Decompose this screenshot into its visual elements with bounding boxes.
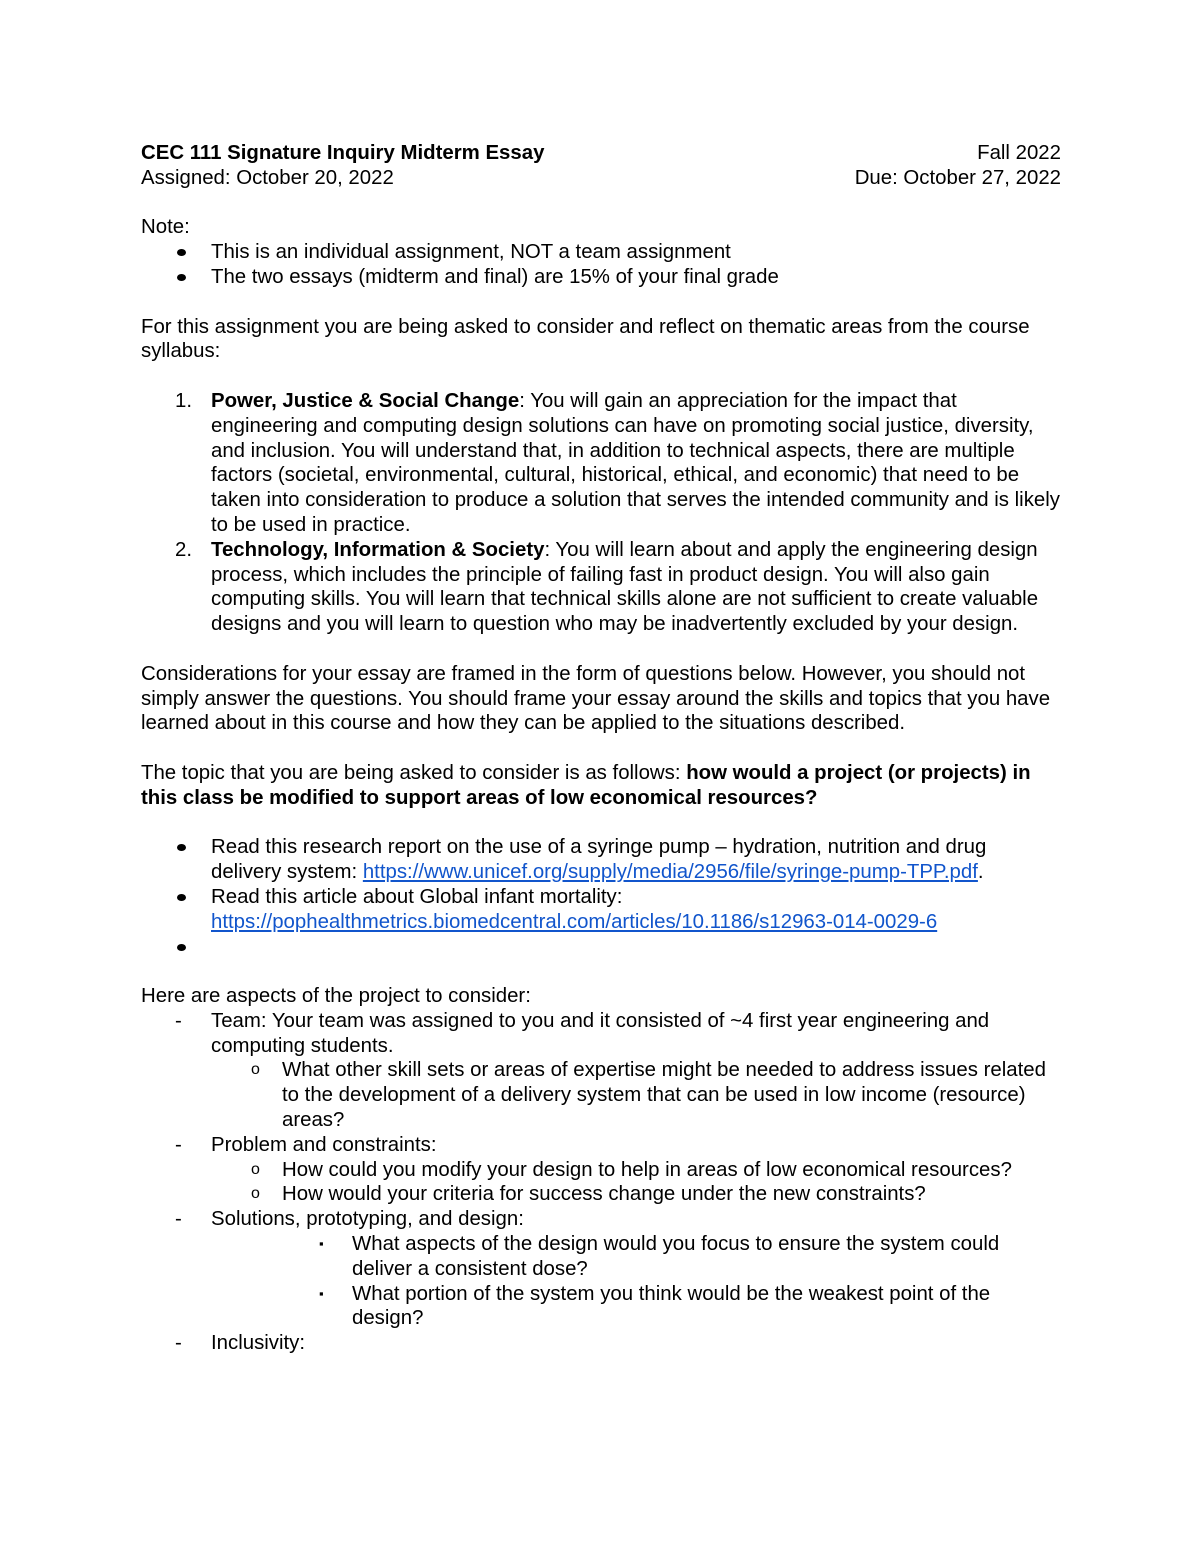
aspect-item-solutions: - Solutions, prototyping, and design: bbox=[175, 1208, 524, 1231]
reading-item: Read this article about Global infant mortality: https://pophealthmetrics.biomedcentral.com/articles/10.1186/s12963-014-0029-6 bbox=[141, 885, 1061, 935]
bullet-icon bbox=[177, 844, 186, 851]
due-date: Due: October 27, 2022 bbox=[854, 166, 1061, 189]
aspect-item-inclusivity: - Inclusivity: bbox=[175, 1332, 306, 1355]
empty-reading-item bbox=[141, 935, 1061, 960]
aspect-item-team: - Team: Your team was assigned to you and it consisted of ~4 first year engineering and computing students. bbox=[175, 1009, 990, 1057]
theme-item bbox=[141, 389, 1061, 538]
note-item: The two essays (midterm and final) are 15% of your final grade bbox=[141, 265, 1061, 290]
theme-item bbox=[141, 538, 1061, 637]
dash-marker: - bbox=[175, 1133, 182, 1156]
aspect-subitem: o How would your criteria for success change under the new constraints? bbox=[251, 1183, 926, 1206]
circle-marker: o bbox=[251, 1160, 260, 1178]
dash-marker: - bbox=[175, 1332, 182, 1355]
dash-marker: - bbox=[175, 1208, 182, 1231]
unicef-link[interactable]: https://www.unicef.org/supply/media/2956/file/syringe-pump-TPP.pdf bbox=[362, 861, 978, 884]
assigned-date: Assigned: October 20, 2022 bbox=[141, 166, 394, 189]
header-row-1 bbox=[141, 141, 1061, 166]
note-item: This is an individual assignment, NOT a team assignment bbox=[141, 240, 1061, 265]
theme-text: : You will learn about and apply the engineering design process, which includes the principle of failing fast in product design. You will also gain computing skills. You will learn that technical skills alone are not sufficient to create valuable designs and you will learn to question who may be inadvertently excluded by your design. bbox=[211, 538, 1039, 636]
topic-question: how would a project (or projects) in this class be modified to support areas of low economical resources? bbox=[141, 761, 1031, 809]
square-marker: ▪ bbox=[319, 1285, 324, 1301]
bullet-icon bbox=[177, 274, 186, 281]
term: Fall 2022 bbox=[977, 142, 1061, 164]
considerations-paragraph: Considerations for your essay are framed in the form of questions below. However, you should not simply answer the questions. You should frame your essay around the skills and topics that you have learned about in this course and how they can be applied to the situations described. bbox=[141, 662, 1051, 735]
list-number: 2. bbox=[175, 538, 193, 561]
list-number: 1. bbox=[175, 389, 193, 412]
aspect-item-problem: - Problem and constraints: bbox=[175, 1133, 437, 1156]
square-marker: ▪ bbox=[319, 1236, 324, 1252]
theme-title: Technology, Information & Society bbox=[211, 538, 545, 561]
intro-paragraph: For this assignment you are being asked to consider and reflect on thematic areas from the course syllabus: bbox=[141, 315, 1030, 363]
aspect-subitem: ▪ What portion of the system you think would be the weakest point of the design? bbox=[319, 1282, 991, 1330]
bullet-icon bbox=[177, 894, 186, 901]
aspect-subitem: o How could you modify your design to help in areas of low economical resources? bbox=[251, 1158, 1012, 1181]
theme-text: : You will gain an appreciation for the impact that engineering and computing design solutions can have on promoting social justice, diversity, and inclusion. You will understand that, in addition to technical aspects, there are multiple factors (societal, environmental, cultural, historical, ethical, and economic) that need to be taken into consideration to produce a solution that serves the intended community and is likely to be used in practice. bbox=[211, 389, 1060, 536]
circle-marker: o bbox=[251, 1185, 260, 1203]
topic-paragraph: The topic that you are being asked to consider is as follows: how would a project (or projects) in this class be modified to support areas of low economical resources? bbox=[141, 761, 1031, 809]
theme-title: Power, Justice & Social Change bbox=[211, 389, 520, 412]
aspect-subitem: ▪ What aspects of the design would you focus to ensure the system could deliver a consistent dose? bbox=[319, 1233, 1000, 1280]
bullet-icon bbox=[177, 944, 186, 951]
note-label: Note: bbox=[141, 216, 190, 239]
circle-marker: o bbox=[251, 1061, 260, 1079]
dash-marker: - bbox=[175, 1009, 182, 1032]
document-title: CEC 111 Signature Inquiry Midterm Essay bbox=[141, 142, 545, 164]
reading-item: Read this research report on the use of a syringe pump – hydration, nutrition and drug delivery system: https://www.unicef.org/supply/media/2956/file/syringe-pump-TPP.pdf. bbox=[141, 835, 1061, 885]
aspects-intro: Here are aspects of the project to consider: bbox=[141, 985, 531, 1008]
header-row-2 bbox=[141, 166, 1061, 191]
aspect-subitem: o What other skill sets or areas of expertise might be needed to address issues related to the development of a delivery system that can be used in low income (resource) areas? bbox=[251, 1059, 1046, 1132]
document-page bbox=[141, 141, 1061, 1356]
pophealthmetrics-link[interactable]: https://pophealthmetrics.biomedcentral.com/articles/10.1186/s12963-014-0029-6 bbox=[211, 910, 938, 933]
bullet-icon bbox=[177, 249, 186, 256]
